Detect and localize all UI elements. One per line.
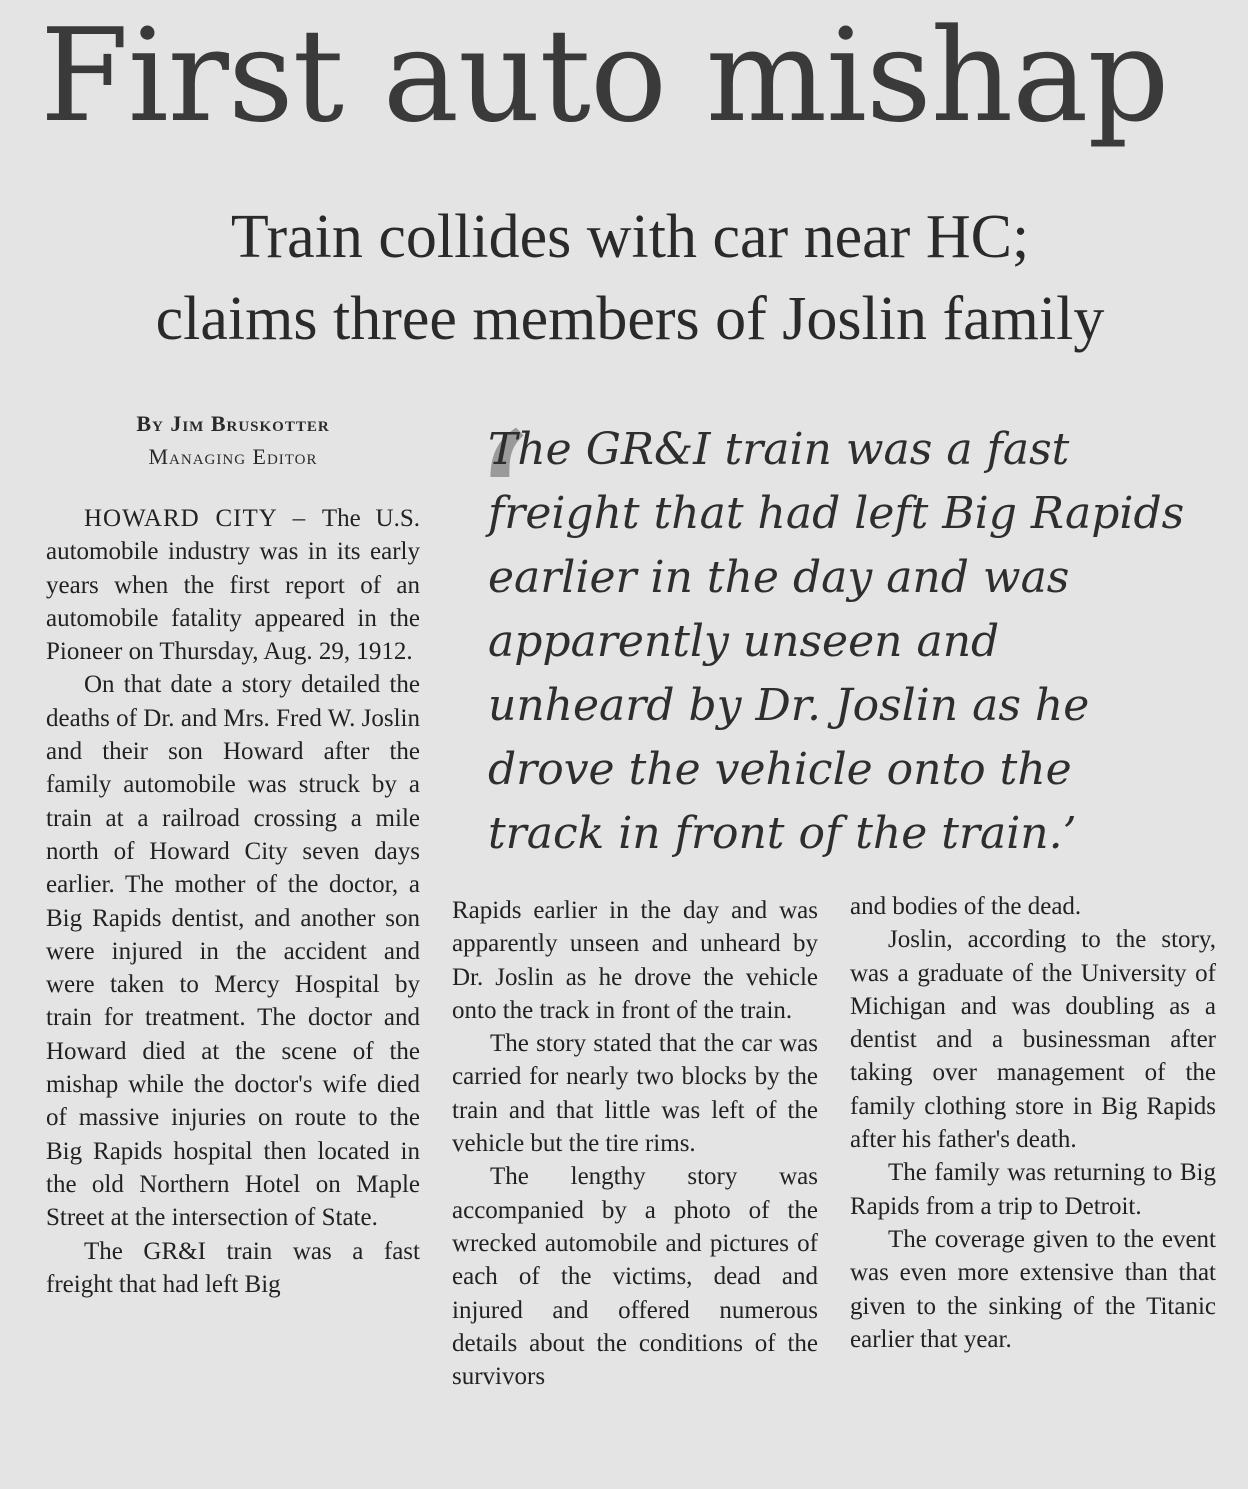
article-column-1: [46, 502, 420, 1301]
byline-author: By Jim Bruskotter: [136, 411, 330, 436]
pull-quote-line: apparently unseen and: [488, 616, 1000, 667]
pull-quote-line: earlier in the day and was: [488, 552, 1070, 603]
article-column-2: [452, 894, 818, 1393]
article-paragraph: The family was returning to Big Rapids from a trip to Detroit.: [850, 1159, 1216, 1220]
pull-quote-line: track in front of the train.’: [488, 808, 1077, 859]
article-paragraph: HOWARD CITY – The U.S. automobile industry was in its early years when the first report of an automobile fatality appeared in the Pioneer on Thursday, Aug. 29, 1912.: [46, 505, 420, 666]
pull-quote-line: freight that had left Big Rapids: [488, 488, 1185, 539]
subheadline: [30, 196, 1230, 360]
pull-quote-line: drove the vehicle onto the: [488, 744, 1072, 795]
article-paragraph: The story stated that the car was carried for nearly two blocks by the train and that little was left of the vehicle but the tire rims.: [452, 1030, 818, 1158]
quote-mark-icon: ‘: [470, 391, 534, 624]
subheadline-line-2: claims three members of Joslin family: [155, 285, 1105, 353]
pull-quote-line: The GR&I train was a fast: [488, 424, 1070, 475]
byline: [48, 408, 418, 474]
article-paragraph: The lengthy story was accompanied by a photo of the wrecked automobile and pictures of each of the victims, dead and injured and offered numerous details about the conditions of the survivors: [452, 1163, 818, 1391]
article-paragraph: The coverage given to the event was even more extensive than that given to the sinking of the Titanic earlier that year.: [850, 1225, 1216, 1353]
pull-quote: [470, 391, 1228, 866]
article-paragraph: The GR&I train was a fast freight that had left Big: [46, 1237, 420, 1298]
dateline: HOWARD CITY –: [84, 505, 322, 532]
article-paragraph: Joslin, according to the story, was a graduate of the University of Michigan and was doubling as a dentist and a businessman after taking over management of the family clothing store in Big Rapids after his father's death.: [850, 926, 1216, 1154]
subheadline-line-1: Train collides with car near HC;: [230, 203, 1030, 271]
article-column-3: [850, 890, 1216, 1356]
article-paragraph: and bodies of the dead.: [850, 893, 1082, 920]
byline-title: Managing Editor: [148, 444, 318, 469]
article-paragraph: Rapids earlier in the day and was apparently unseen and unheard by Dr. Joslin as he drove the vehicle onto the track in front of the train.: [452, 897, 818, 1024]
pull-quote-line: unheard by Dr. Joslin as he: [488, 680, 1090, 731]
article-paragraph: On that date a story detailed the deaths of Dr. and Mrs. Fred W. Joslin and their son Howard after the family automobile was struck by a train at a railroad crossing a mile north of Howard City seven days earlier. The mother of the doctor, a Big Rapids dentist, and another son were injured in the accident and were taken to Mercy Hospital by train for treatment. The doctor and Howard died at the scene of the mishap while the doctor's wife died of massive injuries on route to the Big Rapids hospital then located in the old Northern Hotel on Maple Street at the intersection of State.: [46, 671, 420, 1232]
headline: First auto mishap: [40, 2, 1169, 151]
